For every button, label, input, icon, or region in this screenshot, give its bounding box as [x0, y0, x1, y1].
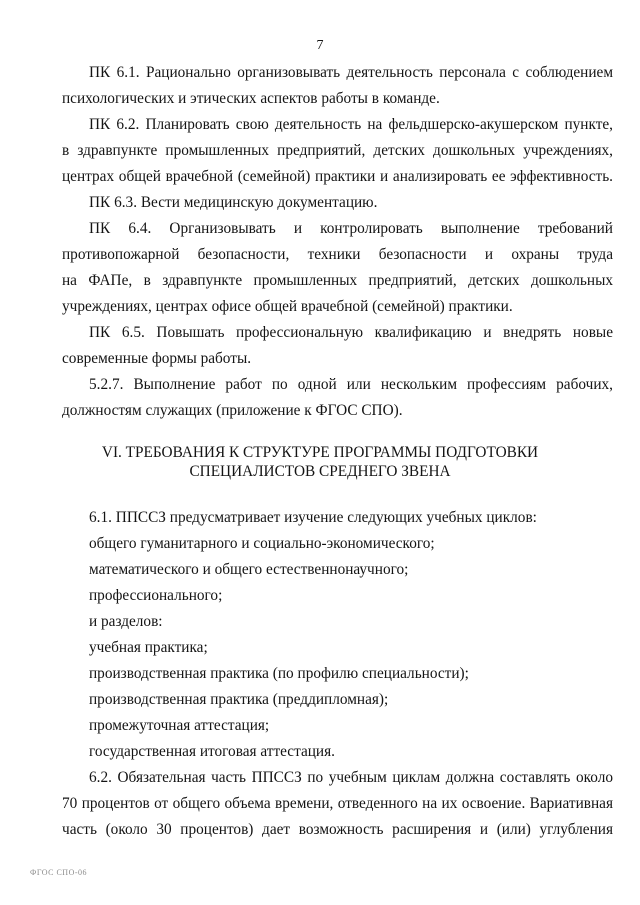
text-line-pk62-end: центрах общей врачебной (семейной) практики и анализировать ее эффективность. — [62, 168, 613, 185]
text-line-pk63: ПК 6.3. Вести медицинскую документацию. — [89, 194, 378, 211]
text-line-pk65-start: ПК 6.5. Повышать профессиональную квалификацию и внедрять новые — [89, 324, 613, 341]
text-line-61-intro: 6.1. ППССЗ предусматривает изучение следующих учебных циклов: — [89, 509, 537, 526]
text-line-62-end: часть (около 30 процентов) дает возможность расширения и (или) углубления — [62, 821, 613, 838]
list-item-educational-practice: учебная практика; — [89, 639, 208, 656]
list-item-production-practice-profile: производственная практика (по профилю специальности); — [89, 665, 469, 682]
text-line-pk61-end: психологических и этических аспектов работы в команде. — [62, 90, 440, 107]
text-line-pk62-middle: в здравпункте промышленных предприятий, детских дошкольных учреждениях, — [62, 142, 613, 159]
text-line-pk64-end: учреждениях, центрах офисе общей врачебной (семейной) практики. — [62, 298, 513, 315]
text-line-62-middle: 70 процентов от общего объема времени, отведенного на их освоение. Вариативная — [62, 795, 613, 812]
section-heading-line-1: VI. ТРЕБОВАНИЯ К СТРУКТУРЕ ПРОГРАММЫ ПОДГОТОВКИ — [101, 444, 539, 461]
text-line-pk65-end: современные формы работы. — [62, 350, 252, 367]
list-item-state-final-attestation: государственная итоговая аттестация. — [89, 743, 335, 760]
list-item-sections-label: и разделов: — [89, 613, 163, 630]
text-line-pk64-start: ПК 6.4. Организовывать и контролировать выполнение требований — [89, 220, 613, 237]
text-line-pk61-start: ПК 6.1. Рационально организовывать деятельность персонала с соблюдением — [89, 64, 613, 81]
text-line-pk64-3: на ФАПе, в здравпункте промышленных предприятий, детских дошкольных — [62, 272, 613, 289]
text-line-pk64-2: противопожарной безопасности, техники безопасности и охраны труда — [62, 246, 613, 263]
section-heading-line-2: СПЕЦИАЛИСТОВ СРЕДНЕГО ЗВЕНА — [189, 463, 451, 480]
footer-mark: ФГОС СПО-06 — [30, 868, 88, 877]
text-line-62-start: 6.2. Обязательная часть ППССЗ по учебным циклам должна составлять около — [89, 769, 613, 786]
list-item-mathematical: математического и общего естественнонаучного; — [89, 561, 409, 578]
list-item-professional: профессионального; — [89, 587, 223, 604]
list-item-intermediate-attestation: промежуточная аттестация; — [89, 717, 270, 734]
text-line-527-end: должностям служащих (приложение к ФГОС СПО). — [62, 402, 403, 419]
list-item-production-practice-prediploma: производственная практика (преддипломная); — [89, 691, 389, 708]
list-item-humanitarian: общего гуманитарного и социально-экономического; — [89, 535, 435, 552]
text-line-527-start: 5.2.7. Выполнение работ по одной или нескольким профессиям рабочих, — [89, 376, 613, 393]
page-number: 7 — [316, 38, 324, 53]
text-line-pk62-start: ПК 6.2. Планировать свою деятельность на фельдшерско-акушерском пункте, — [89, 116, 613, 133]
